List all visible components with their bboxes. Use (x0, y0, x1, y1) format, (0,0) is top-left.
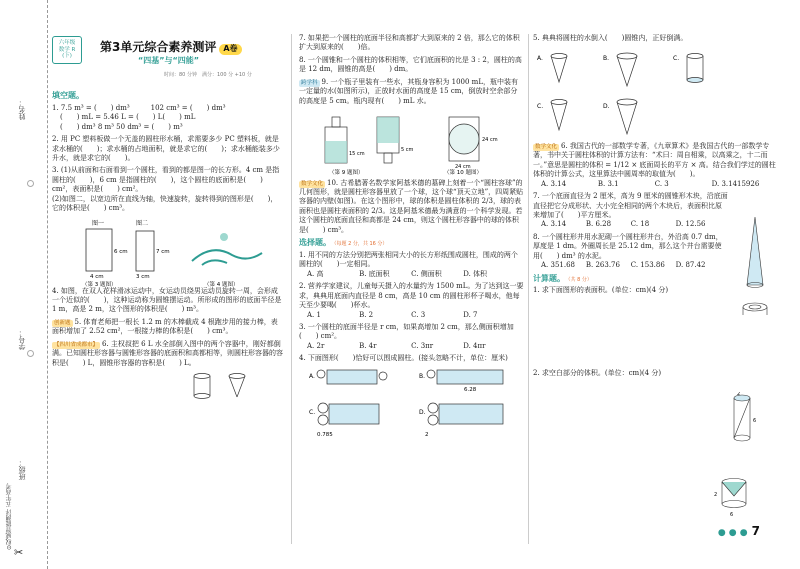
question-5 (52, 318, 284, 337)
q1-line: ( ) mL = 5.46 L = ( ) L( ) mL (60, 113, 196, 122)
option: B. 3.1 (597, 179, 619, 188)
question-9 (299, 78, 524, 106)
column-divider (528, 34, 529, 544)
svg-text:C.: C. (537, 103, 544, 111)
choice-1-text: 1. 用不同的方法分别把两张相同大小的长方形纸围成圆柱，围成的两个圆柱的( )一定相同。 (299, 250, 518, 269)
q6-text: 6. 主权叔把 6 L 水全部倒入图中的两个容器中，刚好都倒满。已知圆柱形容器与圆锥形容器的底面积和高都相等，则圆柱形容器的容积是( ) L，圆锥形容器的容积是( ) L。 (52, 339, 283, 367)
choice-2-options (299, 311, 524, 320)
question-6 (52, 340, 284, 368)
option: A. 3.14 (541, 179, 567, 188)
svg-text:B.: B. (419, 372, 426, 380)
cross-subject-tag: 跨学科 (301, 79, 318, 86)
option: C. 18 (630, 220, 650, 229)
choice-2-text: 2. 营养学家建议，儿童每天摄入的水量约为 1500 mL。为了达到这一要求，典典用底面内直径是 8 cm，高是 10 cm 的圆柱形杯子喝水，他每天至少要喝( )杯水。 (299, 282, 524, 310)
q3-part-1: 3. (1)从前面和右面看到一个圆柱，看到的都是图一的长方形。4 cm 是指圆柱的( )，6 cm 是指圆柱的( )，这个圆柱的底面积是( ) cm²，表面积是( ) cm²。 (52, 166, 280, 194)
option: A. 2r (307, 341, 325, 350)
question-4: 4. 如图，在双人花样滑冰运动中，女运动员绕男运动员旋转一周，会形成一个近似的( )，这种运动称为圆锥摆运动。所形成的图形的底面半径是 1 m，高是 2 m，这个图形的体积是( ) m³。 (52, 286, 282, 314)
svg-text:C.: C. (309, 408, 316, 416)
svg-text:A.: A. (537, 55, 543, 63)
section-choice-heading (299, 238, 524, 249)
section-title: 计算题。 (533, 273, 565, 283)
choice-1-options (299, 270, 524, 279)
option: A. 351.68 (541, 261, 575, 270)
version-badge: A卷 (219, 44, 241, 55)
choice-8-options (533, 261, 728, 270)
dim-label: 24 cm (482, 137, 498, 144)
dim-label: 6 (753, 418, 757, 424)
grade-tag-line: 数学 R (58, 46, 76, 53)
choice-1 (299, 251, 524, 279)
fig-caption: （第 3 题图） (82, 281, 117, 287)
scissors-icon: ✂ (14, 546, 24, 560)
svg-text:C.: C. (673, 55, 680, 63)
punch-hole (27, 180, 34, 187)
fig-caption: （第 10 题图） (444, 170, 482, 176)
calc-2: 2. 求空白部分的体积。(单位：cm)(4 分) (533, 368, 662, 377)
question-2: 2. 用 PC 塑料板做一个无盖的圆柱形水桶，求需要多少 PC 塑料板，就是求水桶的( )；求水桶的占地面积，就是求它的( )；求水桶能装多少升水，就是求它的( )。 (52, 135, 280, 162)
question-7: 7. 如果把一个圆柱的底面半径和高都扩大到原来的 2 倍，那么它的体积扩大到原来的( )倍。 (299, 34, 520, 52)
dim-label: 2 (737, 392, 741, 397)
choice-6-options (533, 180, 778, 189)
calc-2-figure (712, 476, 762, 526)
q10-text: 10. 古希腊著名数学家阿基米德的墓碑上刻着一个“圆柱容球”的几何图形，就是圆柱形容器里放了一个球，这个球“顶天立地”，四周紧贴容器的内壁(如图)。在这个图形中，球的体积是圆柱体积的 2/3，球的表面积也是圆柱表面积的 2/3。这是阿基米德最为满意的一个科学发现。若这个圆柱的底面直径和高都是 24 cm，则这个圆柱形容器中的球的体积是( ) cm³。 (299, 178, 524, 234)
fig-label-1: 图一 (92, 219, 105, 227)
dim-label: 15 cm (349, 151, 365, 158)
svg-text:D.: D. (419, 408, 426, 416)
dim-label: 2 (714, 492, 718, 498)
question-10 (299, 179, 524, 236)
dim-label: 2 (425, 431, 429, 438)
choice-3-options (299, 342, 524, 351)
figure-9-10 (299, 109, 524, 175)
choice-7 (533, 192, 728, 230)
grade-tag-line: (下) (62, 53, 72, 60)
section-hint: （每题 2 分，共 16 分） (334, 241, 388, 248)
option: A. 3.14 (541, 220, 567, 229)
dim-label: 7 cm (156, 248, 170, 255)
column-1 (52, 88, 284, 403)
svg-text:D.: D. (603, 103, 610, 111)
option: C. 3 (654, 179, 669, 188)
nets-figure (299, 364, 524, 442)
binding-strip (0, 0, 48, 569)
dim-label: 6.28 (464, 386, 477, 393)
section-title: 填空题。 (52, 91, 84, 100)
question-1 (52, 104, 284, 132)
section-hint: （共 8 分） (568, 276, 592, 283)
choice-7-text: 7. 一个底面直径为 2 厘米，高为 9 厘米的圆锥形木块，沿底面直径把它分成形状、大小完全相同的两个木块后，表面积比原来增加了( )平方厘米。 (533, 192, 728, 219)
innovation-tag: 创新题 (54, 319, 71, 326)
dim-label: 6 cm (114, 248, 128, 255)
q1-line: ( ) dm³ 8 m³ 50 dm³ = ( ) m³ (60, 122, 183, 131)
page-title (100, 39, 242, 55)
time-score-meta: 时间：80 分钟 满分：100 分 +10 分 (164, 72, 252, 78)
option: D. 3.1415926 (711, 179, 760, 188)
choice-8-text: 8. 一个圆柱形井用水泥砌一个圆柱形井台，外沿高 0.7 dm，厚度是 1 dm。外圈周长是 25.12 dm，那么这个井台需要使用( ) dm³ 的水泥。 (533, 232, 723, 260)
choice-3-text: 3. 一个圆柱的底面半径是 r cm，如果高增加 2 cm，那么侧面积增加( ) cm²。 (299, 322, 514, 341)
dim-label: 5 cm (401, 147, 414, 154)
option: B. 4r (359, 341, 377, 350)
figure-3-4-svg (52, 217, 284, 287)
dim-label: 0.785 (317, 431, 333, 438)
exam-header (52, 36, 284, 86)
choice-4-text: 4. 下面图形( )恰好可以围成圆柱。(接头忽略不计，单位：厘米) (299, 354, 508, 363)
option: B. 263.76 (585, 261, 620, 270)
page-title-text: 第3单元综合素养测评 (100, 40, 217, 54)
option: A. 1 (307, 310, 321, 319)
option: C. 侧面积 (411, 269, 442, 278)
option: C. 3 (411, 310, 426, 319)
q9-text: 9. 一个瓶子里装有一些水，其瓶身容积为 1000 mL，瓶中装有一定量的水(如图所示)，正放时水面的高度是 15 cm，倒放时空余部分的高度是 5 cm。瓶内现有( ) mL 水。 (299, 77, 518, 105)
rectangle-1 (86, 229, 112, 271)
fig-caption: （第 9 题图） (329, 170, 364, 176)
choice-4 (299, 354, 524, 445)
q1-line: 1. 7.5 m³ = ( ) dm³ 102 cm³ = ( ) dm³ (52, 103, 226, 112)
dim-label: 24 cm (455, 164, 471, 171)
choice-6 (533, 142, 778, 189)
skater-head (220, 233, 228, 241)
option: D. 87.42 (675, 261, 706, 270)
choice-2 (299, 282, 524, 320)
option: D. 7 (463, 310, 478, 319)
punch-hole (27, 350, 34, 357)
choice-3 (299, 323, 524, 351)
choice-8 (533, 233, 728, 271)
q3-part-2: (2)如图二，以宽边所在直线为轴，快速旋转，旋转得到的图形是( )，它的体积是( ) cm³。 (52, 194, 278, 213)
name-field-label: 姓名： (18, 99, 26, 120)
grade-tag-line: 六年级 (58, 40, 76, 46)
option: C. 3πr (411, 341, 434, 350)
cones-figure (533, 46, 778, 138)
choice-6-text: 6. 我国古代的一部数学专著，《九章算术》是我国古代的一部数学专著，书中关于圆柱体积的计算方法有：“术曰：周自相乘，以高乘之，十二而一。”意思是圆柱的体积 = 1/12 × 底面周长的平方 × 高。结合我们学过的圆柱体积的计算公式，这里算法中圆周率的取值为( )。 (533, 141, 776, 179)
svg-text:B.: B. (603, 55, 610, 63)
option: D. 4πr (463, 341, 486, 350)
option: D. 体积 (463, 269, 488, 278)
question-8: 8. 一个圆锥和一个圆柱的体积相等，它们底面积的比是 3 : 2，圆柱的高是 12 dm，圆锥的高是( ) dm。 (299, 55, 522, 74)
skaters-illustration (192, 250, 262, 265)
figure-3-4 (52, 217, 284, 287)
choice-7-options (533, 220, 728, 229)
section-fill-heading (52, 91, 284, 102)
calc-1-figure (728, 392, 768, 452)
page-subtitle: “四基”与“四能” (138, 56, 200, 65)
question-3 (52, 166, 284, 213)
svg-text:A.: A. (309, 372, 315, 380)
q5-text: 5. 体育老师把一根长 1.2 m 的木棒截成 4 根跑步用的接力棒，表面积增加了 2.52 cm²，一根接力棒的体积是( ) cm³。 (52, 317, 278, 336)
column-divider (291, 34, 292, 544)
containers-figure (52, 371, 284, 399)
option: B. 底面积 (359, 269, 390, 278)
choice-5: 5. 典典将圆柱的水倒入( )圆锥内，正好倒满。 (533, 34, 688, 42)
source-tag: 【四川省成都市】 (54, 341, 99, 348)
column-2 (299, 34, 524, 448)
dim-label: 4 cm (90, 273, 104, 280)
grade-tag (52, 36, 82, 64)
section-title: 选择题。 (299, 238, 331, 248)
dim-label: 3 cm (136, 273, 150, 280)
student-id-field-label: 学号： (18, 329, 26, 350)
dim-label: 6 (730, 512, 734, 518)
option: C. 153.86 (630, 261, 665, 270)
column-3 (533, 34, 778, 381)
fig-label-2: 图二 (136, 219, 149, 227)
fig-caption: （第 4 题图） (204, 281, 239, 287)
calc-1: 1. 求下面图形的表面积。(单位：cm)(4 分) (533, 286, 669, 295)
class-field-label: 班级： (18, 459, 26, 480)
math-culture-tag: 数学文化 (535, 143, 558, 150)
option: A. 高 (307, 269, 324, 278)
rectangle-2 (136, 231, 154, 271)
option: D. 12.56 (675, 220, 706, 229)
math-culture-tag: 数学文化 (301, 180, 324, 187)
option: B. 2 (359, 310, 374, 319)
option: B. 6.28 (585, 220, 612, 229)
brand-label: ⊙权威智能测评 五年高考 (6, 483, 13, 550)
page-number: ● ● ● 7 (717, 523, 760, 538)
side-figures (735, 215, 775, 325)
page-number-value: 7 (751, 523, 760, 538)
